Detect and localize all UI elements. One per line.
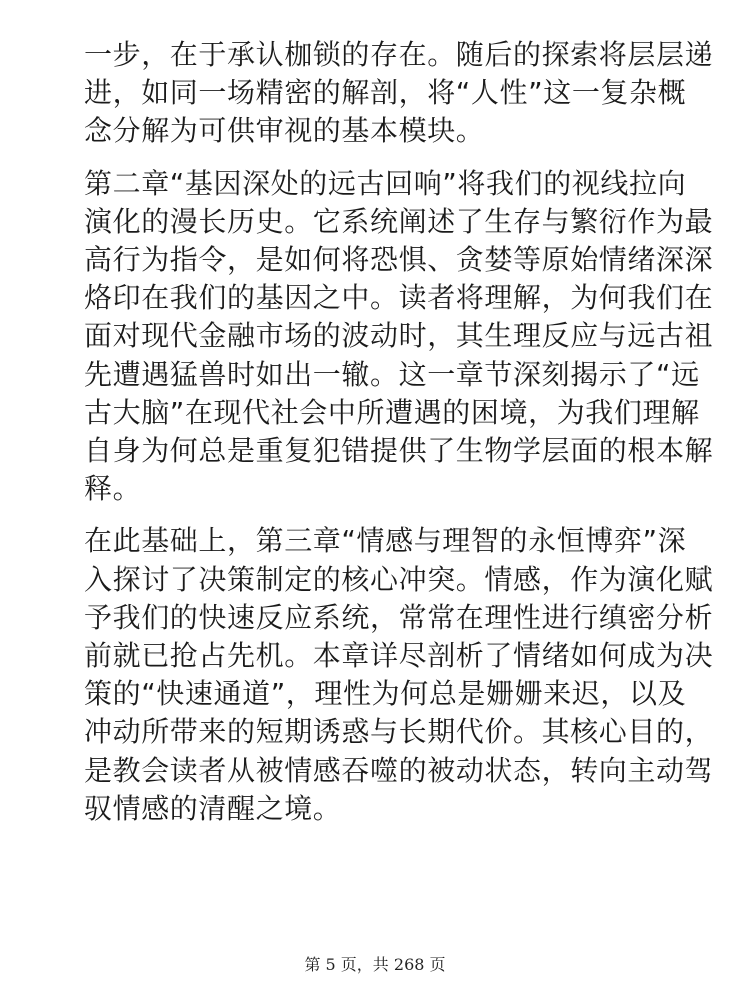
- text-line: 自身为何总是重复犯错提供了生物学层面的根本解: [84, 434, 714, 468]
- body-text: [84, 36, 714, 842]
- text-line: 第二章“基因深处的远古回响”将我们的视线拉向: [84, 166, 687, 200]
- paragraph-1: [84, 36, 714, 151]
- text-line: 演化的漫长历史。它系统阐述了生存与繁衍作为最: [84, 204, 714, 238]
- text-line: 策的“快速通道”，理性为何总是姗姗来迟，以及: [84, 677, 687, 711]
- text-line: 前就已抢占先机。本章详尽剖析了情绪如何成为决: [84, 639, 714, 673]
- text-line: 进，如同一场精密的解剖，将“人性”这一复杂概: [84, 76, 687, 110]
- text-line: 面对现代金融市场的波动时，其生理反应与远古祖: [84, 319, 714, 353]
- text-line: 是教会读者从被情感吞噬的被动状态，转向主动驾: [84, 753, 714, 787]
- text-line: 入探讨了决策制定的核心冲突。情感，作为演化赋: [84, 562, 714, 596]
- paragraph-2: [84, 165, 714, 509]
- text-line: 驭情感的清醒之境。: [84, 791, 342, 825]
- text-line: 释。: [84, 472, 142, 506]
- text-line: 高行为指令，是如何将恐惧、贪婪等原始情绪深深: [84, 243, 714, 277]
- text-line: 烙印在我们的基因之中。读者将理解，为何我们在: [84, 281, 714, 315]
- text-line: 一步，在于承认枷锁的存在。随后的探索将层层递: [84, 38, 714, 71]
- text-line: 古大脑”在现代社会中所遭遇的困境，为我们理解: [84, 395, 700, 429]
- text-line: 予我们的快速反应系统，常常在理性进行缜密分析: [84, 600, 714, 634]
- text-line: 冲动所带来的短期诱惑与长期代价。其核心目的，: [84, 715, 714, 749]
- text-line: 先遭遇猛兽时如出一辙。这一章节深刻揭示了“远: [84, 357, 700, 391]
- text-line: 在此基础上，第三章“情感与理智的永恒博弈”深: [84, 524, 687, 558]
- page-number-footer: 第 5 页，共 268 页: [304, 955, 446, 974]
- paragraph-3: [84, 522, 714, 828]
- text-line: 念分解为可供审视的基本模块。: [84, 114, 485, 148]
